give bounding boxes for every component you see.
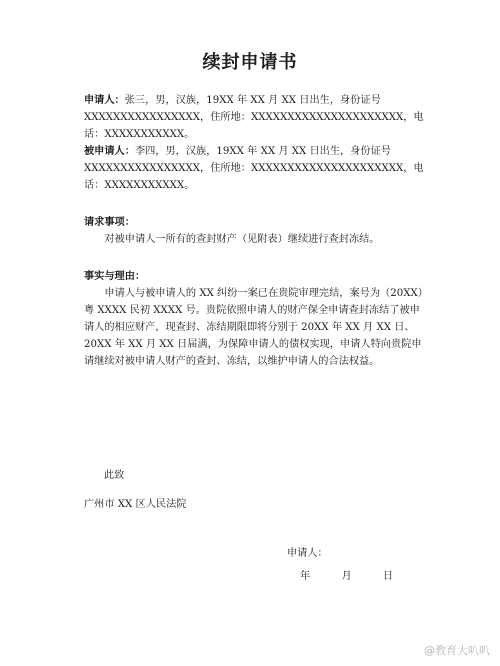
- request-heading: 请求事项：: [84, 217, 135, 228]
- respondent-section: [84, 143, 424, 194]
- respondent-line2: XXXXXXXXXXXXXXXX，住所地：XXXXXXXXXXXXXXXXXXXXX，电话：XXXXXXXXXXX。: [84, 163, 424, 191]
- court-name: 广州市 XX 区人民法院: [84, 499, 187, 510]
- signature-label: 申请人：: [287, 548, 328, 559]
- date-line: [300, 568, 407, 585]
- date-month: 月: [341, 571, 352, 582]
- date-year: 年: [300, 571, 311, 582]
- respondent-label: 被申请人：: [84, 146, 135, 157]
- request-text: 对被申请人一所有的查封财产（见附表）继续进行查封冻结。: [104, 234, 380, 245]
- applicant-line2: XXXXXXXXXXXXXXXX，住所地：XXXXXXXXXXXXXXXXXXXXX，电话：XXXXXXXXXXX。: [84, 112, 424, 140]
- applicant-label: 申请人：: [84, 95, 125, 106]
- respondent-line1: 李四，男，汉族，19XX 年 XX 月 XX 日出生，身份证号: [134, 146, 391, 157]
- salutation: 此致: [104, 470, 125, 481]
- closing-block: [84, 467, 424, 513]
- document-body: [84, 92, 424, 370]
- date-day: 日: [382, 571, 394, 582]
- applicant-line1: 张三，男，汉族，19XX 年 XX 月 XX 日出生，身份证号: [124, 95, 381, 106]
- facts-text: 申请人与被申请人的 XX 纠纷一案已在贵院审理完结，案号为（20XX）粤 XXXX 民初 XXXX 号。贵院依照申请人的财产保全申请查封冻结了被申请人的相应财产，现查封、冻结期限即将分别于 20XX 年 XX 月 XX 日、20XX 年 XX 月 XX 日届满，为保障申请人的债权实现，申请人特向贵院申请继续对被申请人财产的查封、冻结，以维护申请人的合法权益。: [84, 288, 423, 367]
- applicant-section: [84, 92, 424, 143]
- document-title: 续封申请书: [202, 52, 298, 73]
- facts-heading: 事实与理由：: [84, 271, 146, 282]
- watermark: @教育大叭叭: [424, 644, 490, 657]
